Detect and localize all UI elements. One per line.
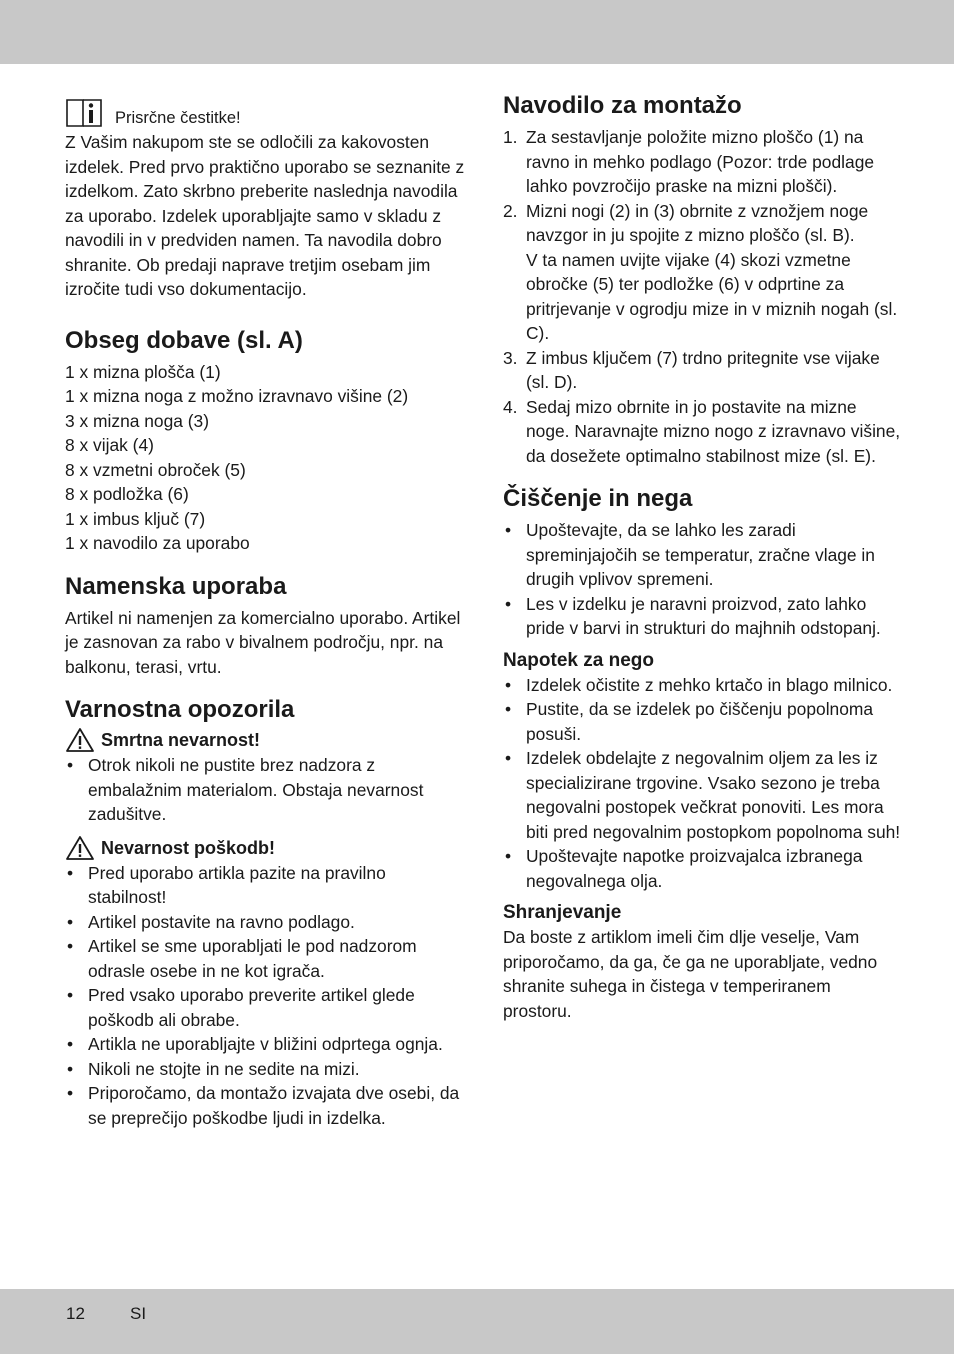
list-item: • Pred vsako uporabo preverite artikel glede poškodb ali obrabe. (65, 983, 465, 1032)
cleaning-list (503, 518, 903, 641)
intended-use-title: Namenska uporaba (65, 572, 287, 600)
list-item: 1 x mizna noga z možno izravnavo višine (2) (65, 386, 409, 406)
assembly-step (503, 125, 903, 199)
list-item: • Artikla ne uporabljajte v bližini odprtega ognja. (65, 1032, 465, 1057)
injury-list (65, 861, 465, 1131)
list-item: • Les v izdelku je naravni proizvod, zato lahko pride v barvi in strukturi do majhnih odstopanj. (503, 592, 903, 641)
list-item: • Nikoli ne stojte in ne sedite na mizi. (65, 1057, 465, 1082)
step-number: 4. (503, 396, 518, 417)
scope-title: Obseg dobave (sl. A) (65, 326, 303, 354)
step-text: Z imbus ključem (7) trdno pritegnite vse vijake (sl. D). (526, 347, 880, 392)
step-number: 2. (503, 200, 518, 221)
list-item: 8 x podložka (6) (65, 484, 189, 504)
list-item: 8 x vijak (4) (65, 435, 154, 455)
storage-title: Shranjevanje (503, 902, 622, 923)
assembly-step (503, 199, 903, 346)
injury-title: Nevarnost poškodb! (101, 837, 276, 858)
injury-heading (65, 835, 465, 861)
assembly-step (503, 346, 903, 395)
list-item: • Izdelek očistite z mehko krtačo in blago milnico. (503, 673, 903, 698)
step-text: Za sestavljanje položite mizno ploščo (1) na ravno in mehko podlago (Pozor: trde podlage lahko povzročijo praske na mizni plošči). (526, 127, 875, 196)
list-item: 8 x vzmetni obroček (5) (65, 459, 246, 480)
cleaning-title: Čiščenje in nega (503, 485, 693, 512)
assembly-title: Navodilo za montažo (503, 92, 742, 119)
list-item: • Artikel se sme uporabljati le pod nadzorom odrasle osebe in ne kot igrača. (65, 934, 465, 983)
intended-use-text: Artikel ni namenjen za komercialno uporabo. Artikel je zasnovan za rabo v bivalnem področju, npr. na balkonu, terasi, vrtu. (65, 607, 461, 677)
intro-greeting-line (65, 96, 465, 128)
storage-text: Da boste z artiklom imeli čim dlje veselje, Vam priporočamo, da ga, če ga ne uporabljate, vedno shranite suhega in čistega v temperiranem prostoru. (503, 927, 878, 1021)
intro-paragraph: Z Vašim nakupom ste se odločili za kakovosten izdelek. Pred prvo praktično uporabo se seznanite z izdelkom. Zato skrbno preberite naslednja navodila za uporabo. Izdelek uporabljajte samo v skladu z navodili in v predviden namen. Ta navodila dobro shranite. Ob predaji naprave tretjim osebam jim izročite tudi vso dokumentacijo. (65, 132, 465, 299)
step-text-continued: V ta namen uvijte vijake (4) skozi vzmetne obročke (5) ter podložke (6) v odprtine za pritrjevanje v ogrodju mize in v miznih nogah (sl. C). (526, 249, 898, 343)
list-item: • Otrok nikoli ne pustite brez nadzora z embalažnim materialom. Obstaja nevarnost zadušitve. (65, 753, 465, 827)
danger-list (65, 753, 465, 827)
step-text: Sedaj mizo obrnite in jo postavite na mizne noge. Naravnajte mizno nogo z izravnavo višine, da dosežete optimalno stabilnost mize (sl. E). (526, 396, 901, 466)
danger-heading (65, 727, 465, 753)
warning-triangle-icon (65, 727, 95, 753)
list-item: • Priporočamo, da montažo izvajata dve osebi, da se preprečijo poškodbe ljudi in izdelka. (65, 1081, 465, 1130)
list-item: 3 x mizna noga (3) (65, 410, 210, 431)
scope-list (65, 360, 465, 556)
safety-title: Varnostna opozorila (65, 696, 295, 723)
list-item: 1 x navodilo za uporabo (65, 533, 250, 553)
list-item: • Pred uporabo artikla pazite na pravilno stabilnost! (65, 861, 465, 910)
list-item: • Upoštevajte napotke proizvajalca izbranega negovalnega olja. (503, 844, 903, 893)
list-item: • Upoštevajte, da se lahko les zaradi spreminjajočih se temperatur, zračne vlage in drugih vplivov spremeni. (503, 518, 903, 592)
list-item: 1 x mizna plošča (1) (65, 361, 221, 382)
right-column (503, 91, 903, 1023)
info-book-icon (65, 96, 103, 128)
list-item: • Izdelek obdelajte z negovalnim oljem za les iz specializirane trgovine. Vsako sezono je treba negovalni postopek večkrat ponoviti. Les mora biti pred negovalnim postopkom popolnoma suh! (503, 746, 903, 844)
assembly-steps (503, 125, 903, 468)
page-number: 12 (66, 1304, 85, 1323)
list-item: 1 x imbus ključ (7) (65, 508, 206, 529)
warning-triangle-icon (65, 835, 95, 861)
step-text: Mizni nogi (2) in (3) obrnite z vznožjem noge navzgor in ju spojite z mizno ploščo (sl. B). (526, 200, 869, 245)
intro-greeting: Prisrčne čestitke! (115, 109, 241, 127)
danger-title: Smrtna nevarnost! (101, 730, 261, 750)
step-number: 3. (503, 347, 518, 368)
list-item: • Pustite, da se izdelek po čiščenju popolnoma posuši. (503, 697, 903, 746)
care-title: Napotek za nego (503, 649, 654, 671)
list-item: • Artikel postavite na ravno podlago. (65, 910, 465, 935)
step-number: 1. (503, 127, 518, 147)
header-bar (0, 0, 954, 64)
assembly-step (503, 395, 903, 469)
language-code: SI (130, 1304, 147, 1323)
left-column (65, 96, 465, 1130)
care-list (503, 673, 903, 894)
